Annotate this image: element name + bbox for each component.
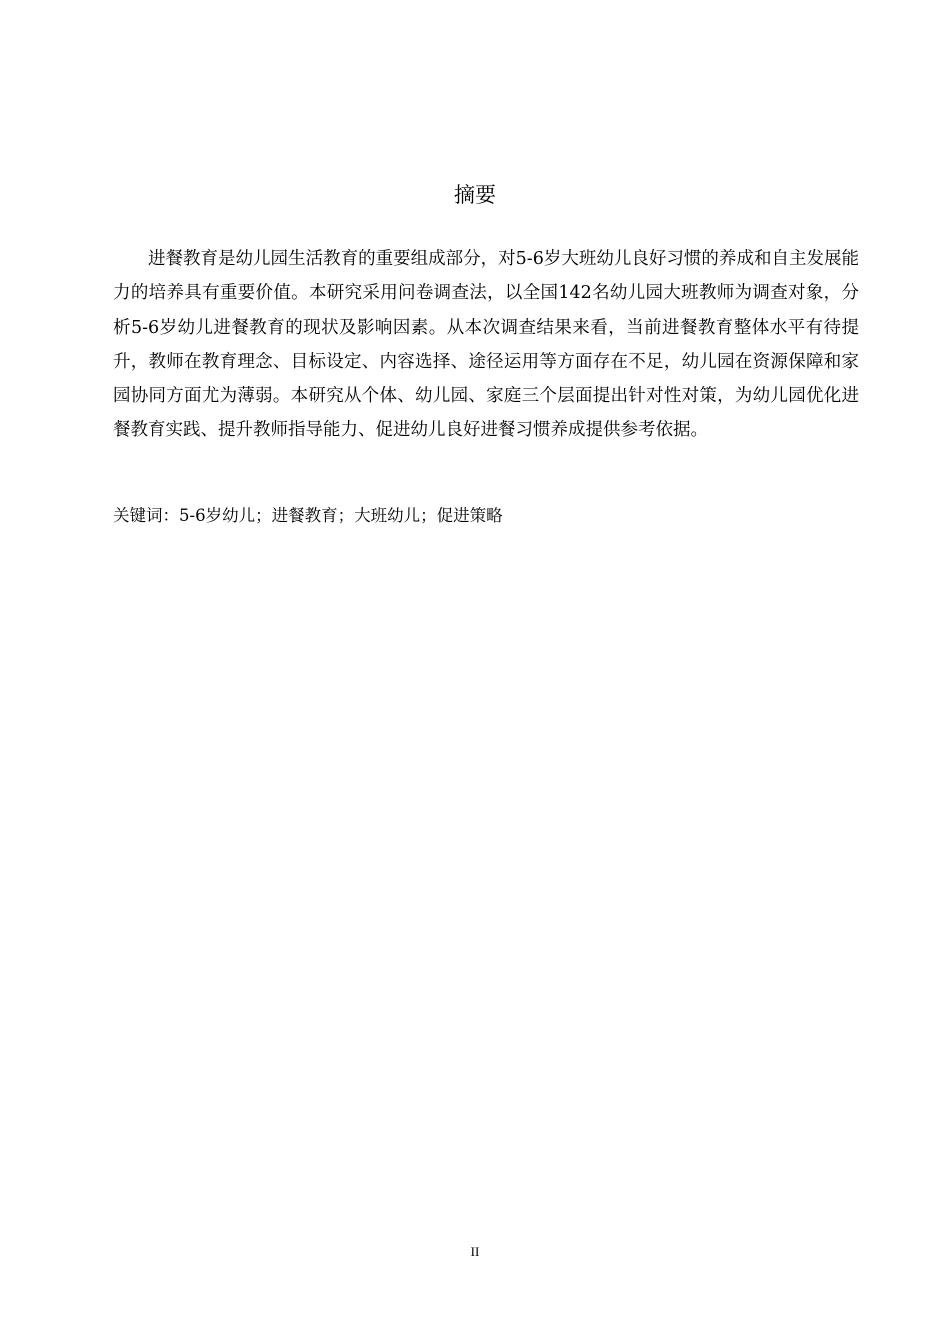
abstract-body: 进餐教育是幼儿园生活教育的重要组成部分，对5-6岁大班幼儿良好习惯的养成和自主发展能力的培养具有重要价值。本研究采用问卷调查法，以全国142名幼儿园大班教师为调查对象，分析5-6岁幼儿进餐教育的现状及影响因素。从本次调查结果来看，当前进餐教育整体水平有待提升，教师在教育理念、目标设定、内容选择、途径运用等方面存在不足，幼儿园在资源保障和家园协同方面尤为薄弱。本研究从个体、幼儿园、家庭三个层面提出针对性对策，为幼儿园优化进餐教育实践、提升教师指导能力、促进幼儿良好进餐习惯养成提供参考依据。: [113, 249, 859, 441]
keywords-text: 5-6岁幼儿；进餐教育；大班幼儿；促进策略: [179, 506, 503, 525]
keywords-line: [113, 499, 859, 533]
keywords-label: 关键词：: [113, 506, 179, 525]
page-number: II: [470, 1244, 480, 1259]
abstract-title: 摘要: [454, 183, 496, 207]
